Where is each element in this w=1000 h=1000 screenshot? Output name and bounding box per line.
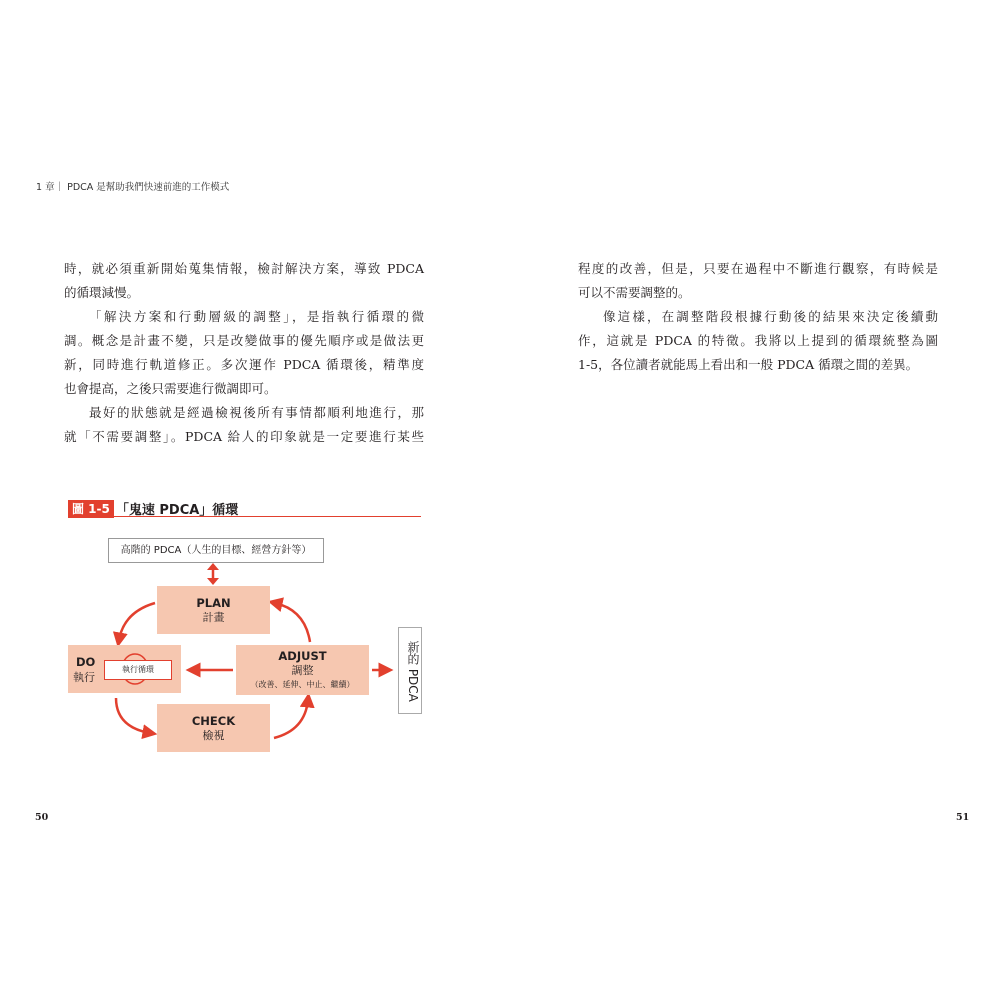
plan-to-do-arrow [119, 603, 155, 640]
text-line: 「解決方案和行動層級的調整」，是指執行循環的微 [89, 309, 424, 324]
plan-title: PLAN [196, 596, 231, 610]
text-line: 就「不需要調整」。PDCA 給人的印象就是一定要進行某些 [64, 429, 424, 444]
page-number-left: 50 [35, 812, 49, 823]
do-title: DO [76, 655, 96, 669]
plan-subtitle: 計畫 [202, 611, 225, 624]
do-subtitle: 執行 [73, 671, 95, 684]
text-line: 的循環減慢。 [64, 285, 140, 300]
double-arrow-icon [207, 563, 219, 585]
adjust-box [236, 645, 369, 695]
adjust-note: （改善、延伸、中止、繼續） [250, 680, 355, 689]
check-box [157, 704, 270, 752]
new-pdca-label: 新的 PDCA [406, 641, 420, 702]
check-subtitle: 檢視 [202, 729, 225, 742]
do-to-check-arrow [116, 698, 150, 733]
running-header: 1 章｜ PDCA 是幫助我們快速前進的工作模式 [36, 182, 230, 193]
text-line: 可以不需要調整的。 [578, 285, 691, 300]
text-line: 程度的改善，但是，只要在過程中不斷進行觀察，有時候是 [578, 261, 938, 276]
figure-name: 「鬼速 PDCA」循環 [115, 503, 239, 518]
text-line: 像這樣，在調整階段根據行動後的結果來決定後續動 [603, 309, 938, 324]
check-title: CHECK [191, 714, 236, 728]
execute-cycle-box: 執行循環 [104, 660, 172, 680]
text-line: 新，同時進行軌道修正。多次運作 PDCA 循環後，精準度 [64, 357, 424, 372]
adjust-to-plan-arrow [275, 603, 310, 642]
text-line: 也會提高，之後只需要進行微調即可。 [64, 381, 277, 396]
figure-number: 圖 1-5 [68, 500, 114, 518]
text-line: 作，這就是 PDCA 的特徵。我將以上提到的循環統整為圖 [578, 333, 938, 348]
text-line: 時，就必須重新開始蒐集情報，檢討解決方案，導致 PDCA [64, 261, 424, 276]
text-line: 最好的狀態就是經過檢視後所有事情都順利地進行，那 [89, 405, 424, 420]
adjust-subtitle: 調整 [291, 664, 314, 677]
page-number-right: 51 [956, 812, 970, 823]
check-to-adjust-arrow [274, 700, 308, 738]
text-line: 調。概念是計畫不變，只是改變做事的優先順序或是做法更 [64, 333, 424, 348]
plan-box [157, 586, 270, 634]
adjust-title: ADJUST [278, 649, 327, 663]
text-line: 1-5，各位讀者就能馬上看出和一般 PDCA 循環之間的差異。 [578, 357, 919, 372]
higher-pdca-box: 高階的 PDCA（人生的目標、經營方針等） [108, 538, 324, 563]
